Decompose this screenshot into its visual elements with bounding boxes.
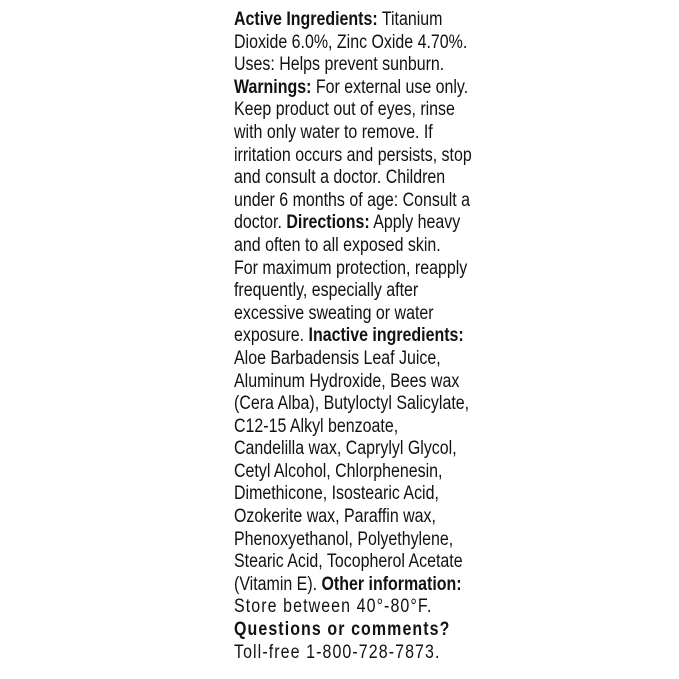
label-line (234, 529, 486, 552)
label-text-segment: Stearic Acid, Tocopherol Acetate (234, 551, 463, 573)
label-line (234, 416, 486, 439)
label-line (234, 596, 486, 619)
label-text-segment: Store between 40°-80°F. (234, 596, 433, 618)
label-line (234, 167, 486, 190)
label-line (234, 99, 486, 122)
label-text-segment: For external use only. (311, 76, 469, 98)
label-line (234, 9, 486, 32)
label-heading-segment: Directions: (286, 212, 370, 234)
label-text-segment: Phenoxyethanol, Polyethylene, (234, 528, 454, 550)
label-text-segment: For maximum protection, reapply (234, 257, 468, 279)
label-line (234, 438, 486, 461)
label-text-segment: (Cera Alba), Butyloctyl Salicylate, (234, 393, 470, 415)
label-heading-segment: Inactive ingredients: (308, 325, 464, 347)
label-text-segment: and consult a doctor. Children (234, 167, 446, 189)
label-line (234, 190, 486, 213)
label-line (234, 551, 486, 574)
label-text-segment: C12-15 Alkyl benzoate, (234, 415, 399, 437)
label-heading-segment: Active Ingredients: (234, 9, 378, 30)
label-line (234, 461, 486, 484)
label-text-segment: Toll-free 1-800-728-7873. (234, 641, 441, 663)
label-line (234, 122, 486, 145)
label-text-segment: Aluminum Hydroxide, Bees wax (234, 370, 460, 392)
label-heading-segment: Warnings: (234, 76, 312, 98)
label-text-segment: Cetyl Alcohol, Chlorphenesin, (234, 460, 443, 482)
label-heading-segment: Questions or comments? (234, 619, 451, 641)
label-text-segment: with only water to remove. If (234, 121, 433, 143)
label-text-segment: excessive sweating or water (234, 302, 434, 324)
label-line (234, 619, 486, 642)
label-text-segment: Uses: Helps prevent sunburn. (234, 54, 445, 76)
label-text-segment: Candelilla wax, Caprylyl Glycol, (234, 438, 457, 460)
label-text-segment: frequently, especially after (234, 280, 419, 302)
label-line (234, 280, 486, 303)
label-line (234, 325, 486, 348)
label-text-segment: Titanium (377, 9, 443, 30)
label-line (234, 32, 486, 55)
label-heading-segment: Other information: (321, 573, 462, 595)
label-text-segment: Ozokerite wax, Paraffin wax, (234, 506, 436, 528)
label-text-segment: under 6 months of age: Consult a (234, 189, 471, 211)
label-text-segment: (Vitamin E). (234, 573, 322, 595)
drug-facts-label (234, 9, 534, 664)
label-line (234, 54, 486, 77)
label-line (234, 145, 486, 168)
label-line (234, 506, 486, 529)
label-line (234, 258, 486, 281)
label-text-segment: Dioxide 6.0%, Zinc Oxide 4.70%. (234, 31, 468, 53)
label-text-segment: Aloe Barbadensis Leaf Juice, (234, 347, 441, 369)
label-text-segment: irritation occurs and persists, stop (234, 144, 472, 166)
label-text-segment: Keep product out of eyes, rinse (234, 99, 455, 121)
label-line (234, 212, 486, 235)
label-line (234, 393, 486, 416)
label-line (234, 235, 486, 258)
label-text-segment: and often to all exposed skin. (234, 234, 441, 256)
label-line (234, 77, 486, 100)
label-line (234, 574, 486, 597)
label-line (234, 371, 486, 394)
label-text-block (234, 9, 486, 664)
label-line (234, 483, 486, 506)
label-text-segment: Dimethicone, Isostearic Acid, (234, 483, 439, 505)
label-line (234, 303, 486, 326)
label-text-segment: exposure. (234, 325, 309, 347)
label-text-segment: doctor. (234, 212, 287, 234)
label-text-segment: Apply heavy (369, 212, 461, 234)
label-line (234, 348, 486, 371)
label-line (234, 642, 486, 665)
